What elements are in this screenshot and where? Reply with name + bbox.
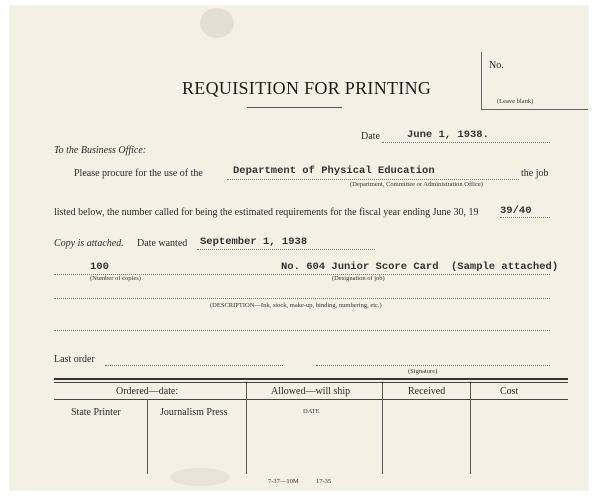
form-title: REQUISITION FOR PRINTING (182, 78, 432, 98)
table-divider (470, 382, 471, 474)
sample-attached-value: (Sample attached) (451, 261, 559, 273)
number-label: No. (489, 60, 504, 71)
form-number: 17-35 (316, 478, 332, 485)
fiscal-text: listed below, the number called for being the estimated requirements for the fiscal year ending June 30, 19 (54, 207, 479, 218)
table-divider (147, 399, 148, 474)
job-designation-hint: (Designation of job) (332, 275, 385, 282)
number-hint: (Leave blank) (497, 98, 534, 105)
date-wanted-line (197, 249, 375, 250)
table-divider (382, 382, 383, 474)
title-underline (247, 107, 342, 108)
date-wanted-label: Date wanted (137, 238, 188, 249)
fiscal-year-value: 39/40 (500, 205, 532, 217)
paper-stain (200, 8, 234, 38)
copy-attached-label: Copy is attached. (54, 238, 124, 249)
office-hint: (Department, Committee or Administration Office) (350, 181, 483, 188)
fiscal-year-line (500, 217, 550, 218)
table-divider (246, 382, 247, 474)
signature-line (316, 365, 550, 366)
job-designation-value: No. 604 Junior Score Card (281, 261, 439, 273)
col-allowed-ship: Allowed—will ship (271, 386, 351, 397)
description-hint: (DESCRIPTION—Ink, stock, make-up, binding, numbering, etc.) (210, 302, 382, 309)
salutation: To the Business Office: (54, 145, 147, 156)
journalism-press-label: Journalism Press (160, 407, 228, 418)
table-top-rule-2 (54, 382, 568, 383)
allowed-date-label: DATE (303, 408, 320, 415)
description-line-2 (54, 330, 550, 331)
office-line (227, 179, 519, 180)
date-wanted-value: September 1, 1938 (200, 236, 308, 248)
copies-value: 100 (90, 261, 109, 273)
table-top-rule (54, 378, 568, 380)
office-value: Department of Physical Education (233, 165, 435, 177)
date-line (382, 142, 550, 143)
last-order-label: Last order (54, 354, 95, 365)
job-label: the job (521, 168, 549, 179)
paper-stain (170, 468, 230, 486)
signature-hint: (Signature) (408, 368, 438, 375)
requisition-form (10, 6, 588, 490)
state-printer-label: State Printer (71, 407, 121, 418)
description-line (54, 298, 550, 299)
copies-hint: (Number of copies) (90, 275, 141, 282)
col-received: Received (408, 386, 446, 397)
col-ordered-date: Ordered—date: (116, 386, 179, 397)
form-code: 7-37—10M (268, 478, 299, 485)
procure-label: Please procure for the use of the (74, 168, 203, 179)
col-cost: Cost (500, 386, 519, 397)
table-header-rule (54, 399, 568, 400)
date-value: June 1, 1938. (407, 129, 489, 141)
last-order-line (105, 365, 283, 366)
date-label: Date (361, 131, 380, 142)
